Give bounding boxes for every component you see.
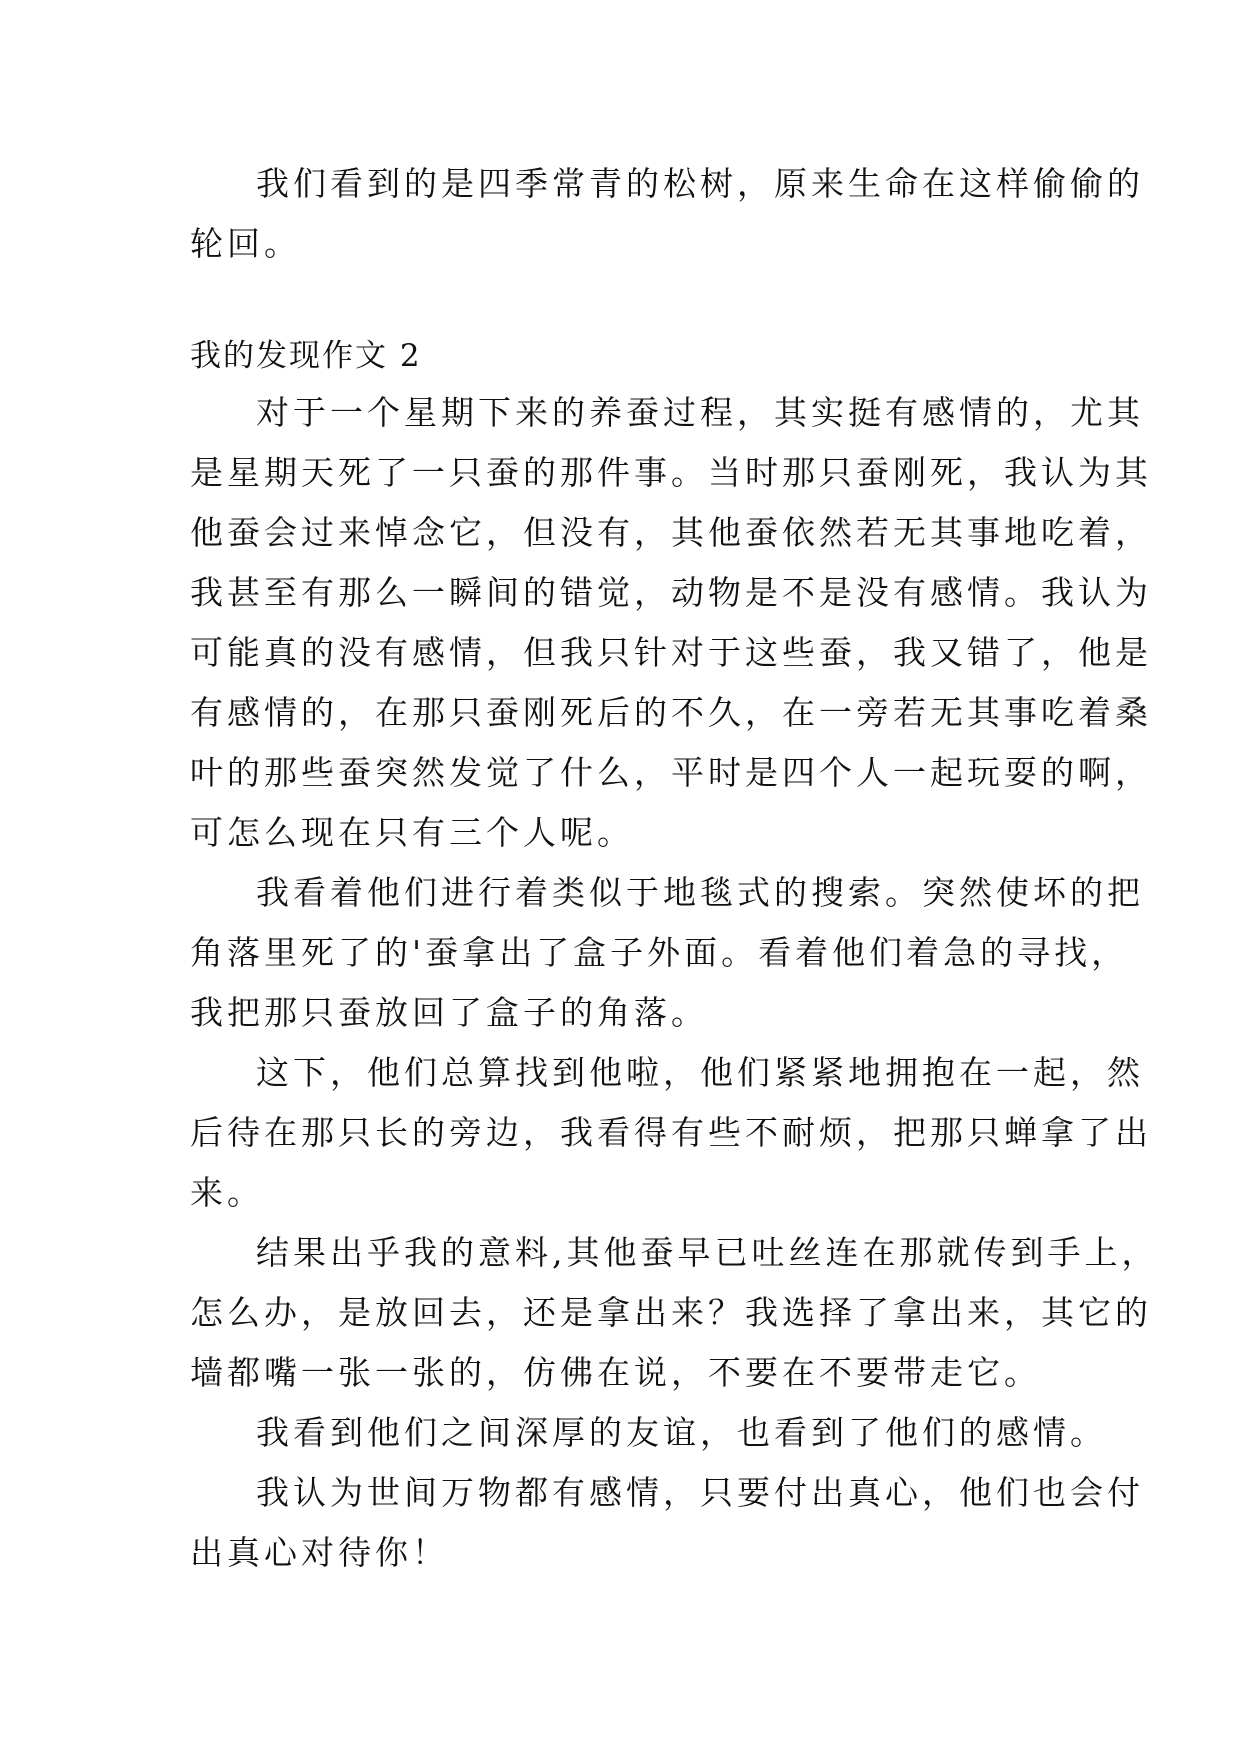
paragraph-2-line-2: 是星期天死了一只蚕的那件事。当时那只蚕刚死，我认为其: [190, 453, 1152, 492]
paragraph-5-line-1: 结果出乎我的意料,其他蚕早已吐丝连在那就传到手上，: [256, 1233, 1159, 1272]
paragraph-2-line-7: 叶的那些蚕突然发觉了什么，平时是四个人一起玩耍的啊，: [190, 753, 1152, 792]
paragraph-1-line-1: 我们看到的是四季常青的松树，原来生命在这样偷偷的: [256, 164, 1144, 203]
paragraph-2-line-1: 对于一个星期下来的养蚕过程，其实挺有感情的，尤其: [256, 393, 1144, 432]
paragraph-2-line-6: 有感情的，在那只蚕刚死后的不久，在一旁若无其事吃着桑: [190, 693, 1152, 732]
paragraph-4-line-3: 来。: [190, 1173, 264, 1212]
paragraph-3-line-2: 角落里死了的'蚕拿出了盒子外面。看着他们着急的寻找，: [190, 933, 1129, 972]
paragraph-4-line-2: 后待在那只长的旁边，我看得有些不耐烦，把那只蝉拿了出: [190, 1113, 1152, 1152]
paragraph-1-line-2: 轮回。: [190, 224, 301, 263]
paragraph-4-line-1: 这下，他们总算找到他啦，他们紧紧地拥抱在一起，然: [256, 1053, 1144, 1092]
paragraph-7-line-1: 我认为世间万物都有感情，只要付出真心，他们也会付: [256, 1473, 1144, 1512]
paragraph-5-line-3: 墙都嘴一张一张的，仿佛在说，不要在不要带走它。: [190, 1353, 1041, 1392]
paragraph-3-line-3: 我把那只蚕放回了盒子的角落。: [190, 993, 708, 1032]
paragraph-5-line-2: 怎么办，是放回去，还是拿出来？我选择了拿出来，其它的: [190, 1293, 1152, 1332]
paragraph-3-line-1: 我看着他们进行着类似于地毯式的搜索。突然使坏的把: [256, 873, 1144, 912]
paragraph-2-line-4: 我甚至有那么一瞬间的错觉，动物是不是没有感情。我认为: [190, 573, 1152, 612]
paragraph-7-line-2: 出真心对待你！: [190, 1533, 449, 1572]
paragraph-2-line-8: 可怎么现在只有三个人呢。: [190, 813, 634, 852]
paragraph-2-line-5: 可能真的没有感情，但我只针对于这些蚕，我又错了，他是: [190, 633, 1152, 672]
section-title: 我的发现作文 2: [190, 338, 422, 374]
paragraph-2-line-3: 他蚕会过来悼念它，但没有，其他蚕依然若无其事地吃着，: [190, 513, 1152, 552]
paragraph-6-line-1: 我看到他们之间深厚的友谊，也看到了他们的感情。: [256, 1413, 1107, 1452]
